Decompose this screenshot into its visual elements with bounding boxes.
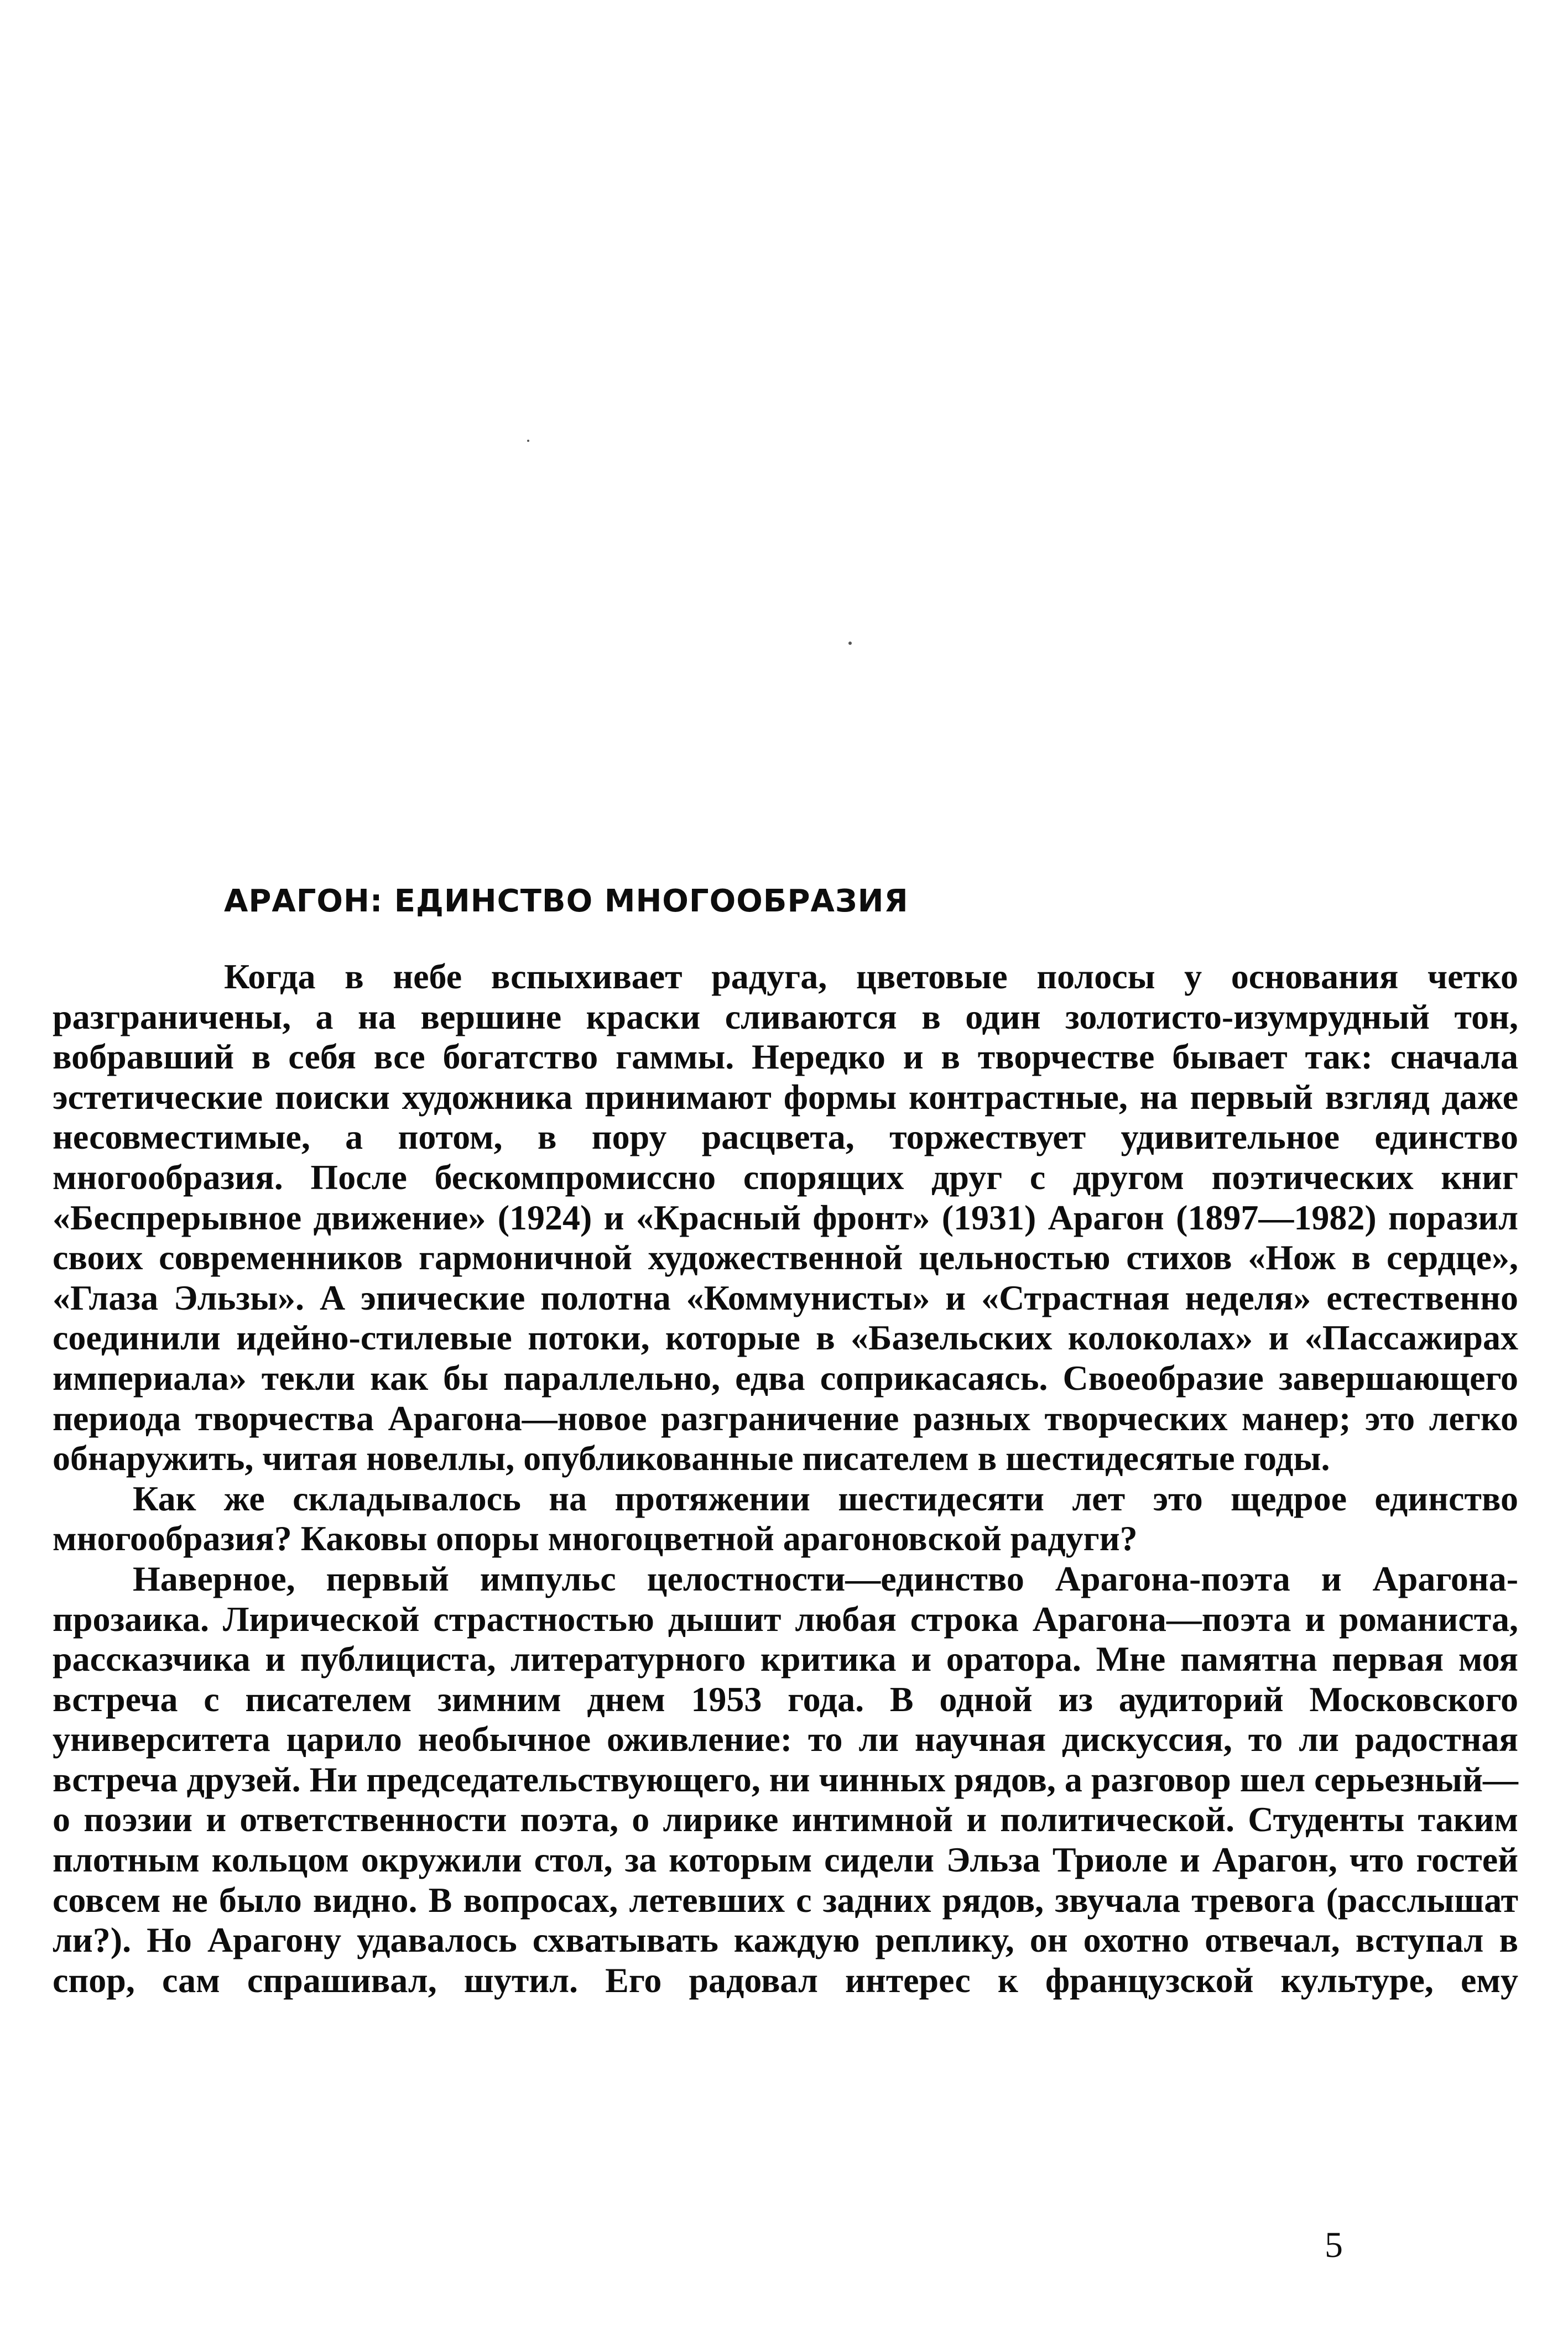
paragraph: Наверное, первый импульс целостности—единство Арагона-поэта и Арагона-прозаика. Лирической страстностью дышит любая строка Арагона—поэта и романиста, рассказчика и публициста, литературного критика и оратора. Мне памятна первая моя встреча с писателем зимним днем 1953 года. В одной из аудиторий Московского университета царило необычное оживление: то ли научная дискуссия, то ли радостная встреча друзей. Ни председательствующего, ни чинных рядов, а разговор шел серьезный—о поэзии и ответственности поэта, о лирике интимной и политической. Студенты таким плотным кольцом окружили стол, за которым сидели Эльза Триоле и Арагон, что гостей совсем не было видно. В вопросах, летевших с задних рядов, звучала тревога (расслышат ли?). Но Арагону удавалось схватывать каждую реплику, он охотно отвечал, вступал в спор, сам спрашивал, шутил. Его радовал интерес к французской культуре, ему [53,1558,1518,2000]
chapter-title: АРАГОН: ЕДИНСТВО МНОГООБРАЗИЯ [224,883,909,919]
page-number: 5 [1325,2225,1343,2265]
paragraph: Как же складывалось на протяжении шестидесяти лет это щедрое единство многообразия? Каковы опоры многоцветной арагоновской радуги? [53,1478,1518,1558]
scan-speck [848,642,852,645]
paragraph: Когда в небе вспыхивает радуга, цветовые полосы у основания четко разграничены, а на вершине краски сливаются в один золотисто-изумрудный тон, вобравший в себя все богатство гаммы. Нередко и в творчестве бывает так: сначала эстетические поиски художника принимают формы контрастные, на первый взгляд даже несовместимые, а потом, в пору расцвета, торжествует удивительное единство многообразия. После бескомпромиссно спорящих друг с другом поэтических книг «Беспрерывное движение» (1924) и «Красный фронт» (1931) Арагон (1897—1982) поразил своих современников гармоничной художественной цельностью стихов «Нож в сердце», «Глаза Эльзы». А эпические полотна «Коммунисты» и «Страстная неделя» естественно соединили идейно-стилевые потоки, которые в «Базельских колоколах» и «Пассажирах империала» текли как бы параллельно, едва соприкасаясь. Своеобразие завершающего периода творчества Арагона—новое разграничение разных творческих манер; это легко обнаружить, читая новеллы, опубликованные писателем в шестидесятые годы. [53,957,1518,1478]
scan-speck [527,440,529,442]
article-body [53,957,1518,2000]
